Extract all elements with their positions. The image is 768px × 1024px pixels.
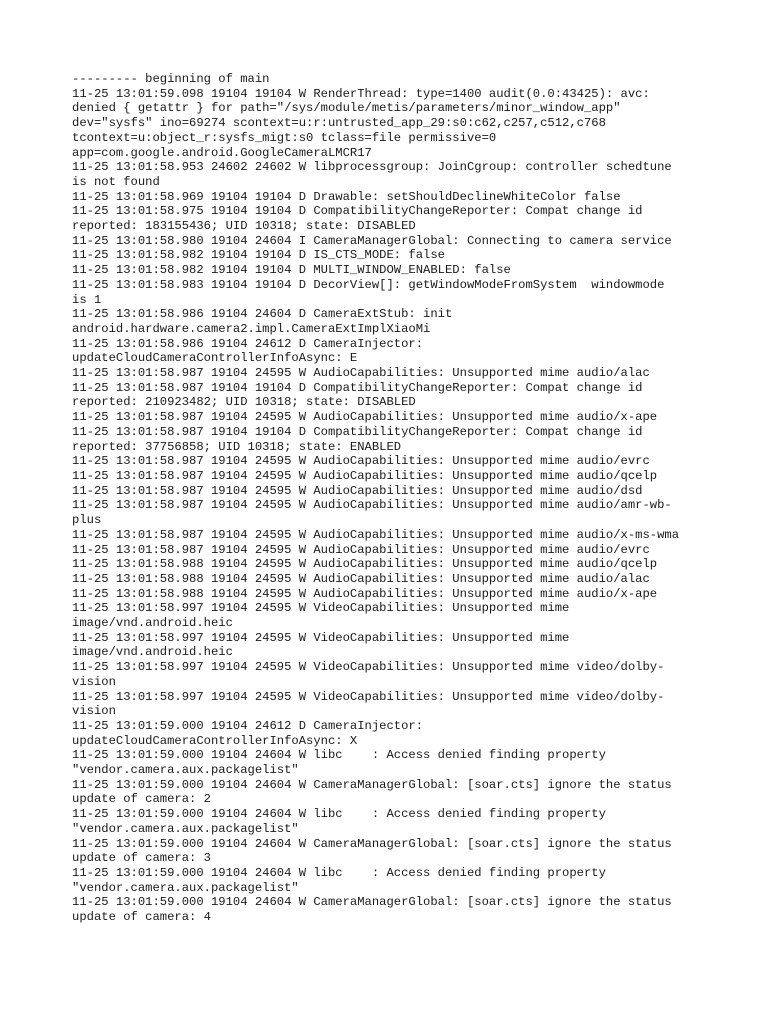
log-line: updateCloudCameraControllerInfoAsync: E [72, 351, 358, 366]
log-line: vision [72, 674, 116, 689]
log-line: 11-25 13:01:58.997 19104 24595 W VideoCapabilities: Unsupported mime video/dolby- [72, 689, 665, 704]
log-line: reported: 183155436; UID 10318; state: DISABLED [72, 219, 416, 234]
log-line: 11-25 13:01:58.980 19104 24604 I CameraManagerGlobal: Connecting to camera service [72, 233, 672, 248]
log-line: 11-25 13:01:59.000 19104 24612 D CameraInjector: [72, 718, 424, 733]
log-line: 11-25 13:01:58.987 19104 24595 W AudioCapabilities: Unsupported mime audio/amr-wb- [72, 498, 672, 513]
log-line: update of camera: 3 [72, 851, 211, 866]
log-line: 11-25 13:01:59.000 19104 24604 W libc : Access denied finding property [72, 748, 606, 763]
log-line: 11-25 13:01:58.987 19104 19104 D CompatibilityChangeReporter: Compat change id [72, 424, 643, 439]
log-line: "vendor.camera.aux.packagelist" [72, 763, 299, 778]
log-line: 11-25 13:01:58.986 19104 24612 D CameraInjector: [72, 336, 424, 351]
log-line: 11-25 13:01:59.000 19104 24604 W CameraManagerGlobal: [soar.cts] ignore the status [72, 836, 672, 851]
log-line: "vendor.camera.aux.packagelist" [72, 821, 299, 836]
log-line: is not found [72, 174, 160, 189]
log-line: --------- beginning of main [72, 72, 270, 86]
log-line: 11-25 13:01:58.997 19104 24595 W VideoCapabilities: Unsupported mime [72, 630, 570, 645]
log-line: updateCloudCameraControllerInfoAsync: X [72, 733, 358, 748]
log-line: 11-25 13:01:58.988 19104 24595 W AudioCapabilities: Unsupported mime audio/x-ape [72, 586, 658, 601]
log-document [72, 72, 702, 925]
log-line: 11-25 13:01:58.983 19104 19104 D DecorView[]: getWindowModeFromSystem windowmode [72, 277, 665, 292]
log-line: 11-25 13:01:58.986 19104 24604 D CameraExtStub: init [72, 307, 453, 322]
log-line: 11-25 13:01:59.000 19104 24604 W libc : Access denied finding property [72, 865, 606, 880]
log-line: 11-25 13:01:58.987 19104 24595 W AudioCapabilities: Unsupported mime audio/x-ape [72, 410, 658, 425]
log-line: 11-25 13:01:58.987 19104 24595 W AudioCapabilities: Unsupported mime audio/evrc [72, 542, 650, 557]
log-line: 11-25 13:01:58.987 19104 24595 W AudioCapabilities: Unsupported mime audio/evrc [72, 454, 650, 469]
log-line: 11-25 13:01:58.982 19104 19104 D IS_CTS_MODE: false [72, 248, 445, 263]
log-line: 11-25 13:01:58.997 19104 24595 W VideoCapabilities: Unsupported mime [72, 601, 570, 616]
log-line: android.hardware.camera2.impl.CameraExtImplXiaoMi [72, 321, 431, 336]
log-line: 11-25 13:01:58.997 19104 24595 W VideoCapabilities: Unsupported mime video/dolby- [72, 660, 665, 675]
log-line: 11-25 13:01:58.988 19104 24595 W AudioCapabilities: Unsupported mime audio/alac [72, 571, 650, 586]
log-line: 11-25 13:01:58.975 19104 19104 D CompatibilityChangeReporter: Compat change id [72, 204, 643, 219]
log-line: update of camera: 4 [72, 910, 211, 925]
log-line: 11-25 13:01:58.987 19104 24595 W AudioCapabilities: Unsupported mime audio/qcelp [72, 468, 658, 483]
log-line: update of camera: 2 [72, 792, 211, 807]
log-line: dev="sysfs" ino=69274 scontext=u:r:untrusted_app_29:s0:c62,c257,c512,c768 [72, 116, 606, 131]
log-line: 11-25 13:01:58.982 19104 19104 D MULTI_WINDOW_ENABLED: false [72, 263, 511, 278]
log-line: 11-25 13:01:59.000 19104 24604 W CameraManagerGlobal: [soar.cts] ignore the status [72, 895, 672, 910]
log-line: "vendor.camera.aux.packagelist" [72, 880, 299, 895]
log-line: 11-25 13:01:59.000 19104 24604 W CameraManagerGlobal: [soar.cts] ignore the status [72, 777, 672, 792]
log-line: 11-25 13:01:59.000 19104 24604 W libc : Access denied finding property [72, 807, 606, 822]
log-line: 11-25 13:01:58.987 19104 19104 D CompatibilityChangeReporter: Compat change id [72, 380, 643, 395]
log-line: reported: 37756858; UID 10318; state: ENABLED [72, 439, 402, 454]
log-line: app=com.google.android.GoogleCameraLMCR17 [72, 145, 372, 160]
log-line: reported: 210923482; UID 10318; state: DISABLED [72, 395, 416, 410]
log-line: is 1 [72, 292, 102, 307]
log-line: 11-25 13:01:58.987 19104 24595 W AudioCapabilities: Unsupported mime audio/x-ms-wma [72, 527, 680, 542]
log-line: image/vnd.android.heic [72, 645, 233, 660]
log-lines [72, 72, 702, 925]
log-line: 11-25 13:01:58.988 19104 24595 W AudioCapabilities: Unsupported mime audio/qcelp [72, 557, 658, 572]
log-line: 11-25 13:01:58.953 24602 24602 W libprocessgroup: JoinCgroup: controller schedtune [72, 160, 672, 175]
log-line: image/vnd.android.heic [72, 616, 233, 631]
log-line: 11-25 13:01:59.098 19104 19104 W RenderThread: type=1400 audit(0.0:43425): avc: [72, 86, 650, 101]
log-line: plus [72, 513, 102, 528]
log-line: denied { getattr } for path="/sys/module/metis/parameters/minor_window_app" [72, 101, 621, 116]
log-line: tcontext=u:object_r:sysfs_migt:s0 tclass=file permissive=0 [72, 130, 497, 145]
log-line: 11-25 13:01:58.987 19104 24595 W AudioCapabilities: Unsupported mime audio/alac [72, 366, 650, 381]
log-line: 11-25 13:01:58.969 19104 19104 D Drawable: setShouldDeclineWhiteColor false [72, 189, 621, 204]
log-line: vision [72, 704, 116, 719]
log-line: 11-25 13:01:58.987 19104 24595 W AudioCapabilities: Unsupported mime audio/dsd [72, 483, 643, 498]
